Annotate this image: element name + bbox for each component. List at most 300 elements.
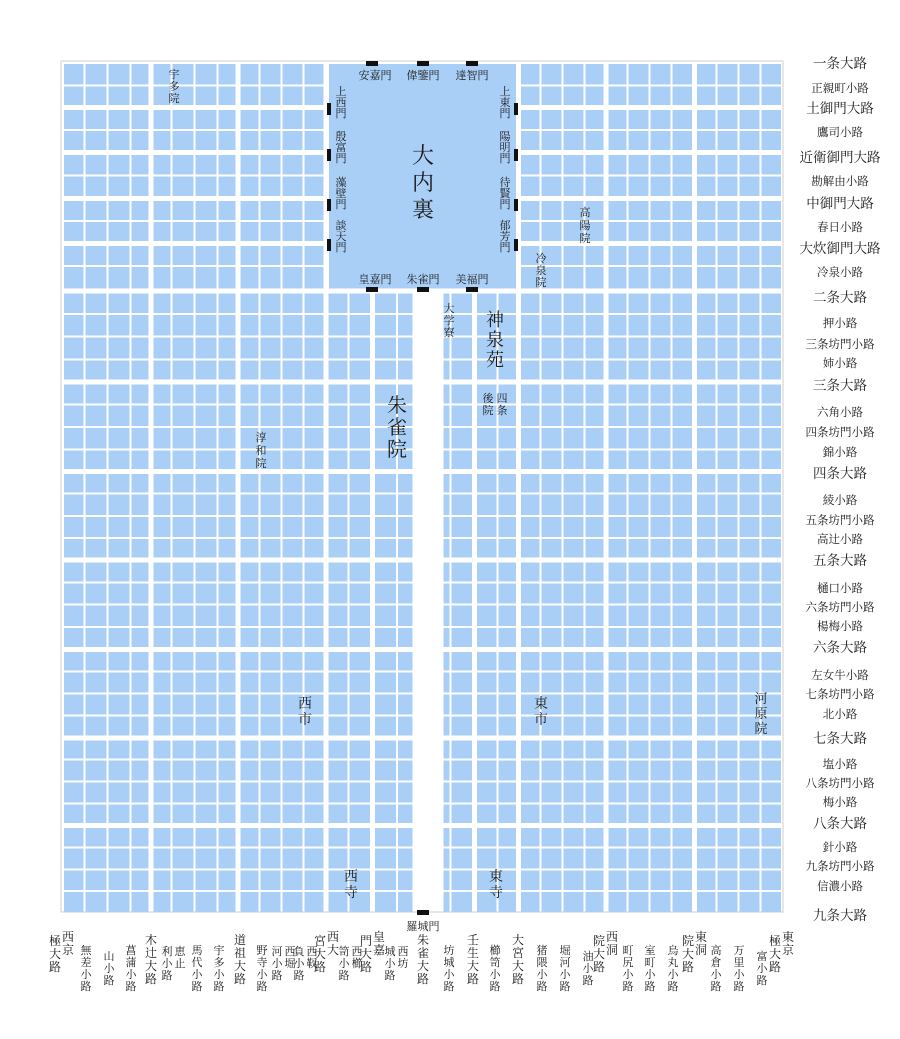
city-block [64, 64, 84, 85]
city-block [740, 428, 760, 449]
city-block [651, 406, 671, 427]
city-block [132, 474, 149, 493]
city-block [173, 267, 194, 289]
city-block [609, 201, 627, 220]
city-block [109, 315, 130, 336]
city-block [651, 783, 671, 803]
city-block [375, 695, 396, 715]
city-block [629, 406, 649, 427]
city-block [521, 451, 540, 470]
city-block [697, 495, 716, 516]
city-block [521, 406, 540, 427]
city-block [283, 406, 303, 427]
ew-road-label: 北小路 [822, 707, 858, 721]
city-block [564, 87, 584, 106]
city-block [154, 177, 171, 197]
city-block [173, 871, 194, 891]
city-block [109, 87, 130, 106]
city-block [64, 871, 84, 891]
city-block [219, 222, 236, 241]
city-block [718, 673, 738, 693]
city-block [697, 451, 716, 470]
city-block [521, 222, 540, 241]
city-block [241, 315, 259, 336]
city-block [132, 584, 149, 604]
city-block [283, 201, 303, 220]
city-block [609, 155, 627, 175]
city-block [542, 871, 562, 891]
gate-label-left: 藻壁門 [335, 176, 347, 211]
city-block [586, 517, 604, 537]
city-block [305, 338, 324, 359]
city-block [718, 267, 738, 289]
city-block [521, 385, 540, 404]
city-block [154, 428, 171, 449]
city-block [132, 110, 149, 129]
city-block [86, 385, 107, 404]
city-block [651, 201, 671, 220]
city-block [86, 246, 107, 265]
city-block [673, 385, 693, 404]
city-block [609, 849, 627, 869]
city-block [350, 563, 371, 582]
city-block [609, 805, 627, 824]
city-block [521, 294, 540, 314]
city-block [241, 64, 259, 85]
city-block [718, 741, 738, 759]
ns-road-label [668, 944, 680, 993]
ns-road-label [385, 945, 409, 982]
city-block [521, 849, 540, 869]
city-block [564, 361, 584, 380]
city-block [329, 628, 348, 647]
city-block [261, 87, 281, 106]
city-block [196, 87, 217, 106]
city-block [542, 628, 562, 647]
city-block [564, 267, 584, 289]
city-block [283, 267, 303, 289]
city-block [697, 267, 716, 289]
city-block [477, 606, 497, 627]
city-block [609, 110, 627, 129]
ew-road-label: 冷泉小路 [817, 265, 863, 279]
city-block [305, 495, 324, 516]
city-block [132, 294, 149, 314]
city-block [398, 563, 413, 582]
city-block [283, 131, 303, 150]
city-block [629, 428, 649, 449]
city-block [241, 361, 259, 380]
city-block [609, 246, 627, 265]
city-block [586, 761, 604, 781]
ew-road-label: 土御門大路 [806, 101, 874, 117]
city-block [132, 267, 149, 289]
city-block [283, 871, 303, 891]
city-block [86, 64, 107, 85]
city-block [173, 717, 194, 736]
city-block [173, 539, 194, 558]
city-block [86, 361, 107, 380]
city-block [452, 606, 473, 627]
city-block [477, 495, 497, 516]
city-block [196, 385, 217, 404]
gate-marker [417, 61, 429, 66]
city-block [173, 361, 194, 380]
city-block [241, 87, 259, 106]
ns-road-label [339, 944, 363, 982]
city-block [219, 805, 236, 824]
city-block [651, 563, 671, 582]
city-block [697, 406, 716, 427]
city-block [444, 673, 450, 693]
city-block [219, 584, 236, 604]
city-block [154, 563, 171, 582]
city-block [283, 222, 303, 241]
city-block [521, 517, 540, 537]
city-block [64, 628, 84, 647]
ew-road-label: 七条坊門小路 [805, 687, 875, 701]
city-block [241, 131, 259, 150]
city-block [154, 338, 171, 359]
city-block [305, 361, 324, 380]
city-block [350, 451, 371, 470]
city-block [609, 338, 627, 359]
city-block [86, 177, 107, 197]
city-block [132, 451, 149, 470]
city-block [219, 871, 236, 891]
city-block [132, 673, 149, 693]
city-block [697, 805, 716, 824]
ew-road-label: 九条大路 [813, 908, 867, 924]
city-block [64, 695, 84, 715]
city-block [154, 131, 171, 150]
city-block [305, 584, 324, 604]
city-block [651, 267, 671, 289]
city-block [718, 783, 738, 803]
city-block [64, 517, 84, 537]
ns-road-col: 高倉小路 [710, 944, 722, 993]
city-block [629, 87, 649, 106]
city-block [350, 805, 371, 824]
city-block [718, 177, 738, 197]
city-block [629, 338, 649, 359]
city-block [629, 673, 649, 693]
city-block [86, 652, 107, 671]
city-block [219, 539, 236, 558]
ns-road-label [145, 932, 157, 986]
city-block [283, 428, 303, 449]
city-block [350, 761, 371, 781]
city-block [350, 385, 371, 404]
city-block [673, 717, 693, 736]
city-block [305, 606, 324, 627]
city-block [154, 361, 171, 380]
city-block [173, 131, 194, 150]
city-block [673, 294, 693, 314]
city-block [109, 695, 130, 715]
ns-road-label [49, 930, 74, 974]
city-block [261, 539, 281, 558]
ns-road-label [490, 943, 502, 993]
city-block [109, 385, 130, 404]
ns-road-col: 菖蒲小路 [125, 944, 137, 993]
city-block [762, 361, 782, 380]
ns-road-col: 櫛笥小路 [489, 944, 501, 993]
city-block [375, 673, 396, 693]
city-block [329, 717, 348, 736]
city-block [697, 563, 716, 582]
city-block [219, 628, 236, 647]
city-block [521, 131, 540, 150]
city-block [64, 338, 84, 359]
city-block [697, 87, 716, 106]
city-block [64, 741, 84, 759]
city-block [173, 451, 194, 470]
city-block [86, 474, 107, 493]
city-block [64, 294, 84, 314]
ew-road-label: 八条坊門小路 [805, 776, 875, 790]
city-block [542, 517, 562, 537]
ns-road-label [711, 943, 723, 993]
city-block [452, 338, 473, 359]
city-block [564, 517, 584, 537]
city-block [305, 246, 324, 265]
city-block [697, 428, 716, 449]
city-block [564, 406, 584, 427]
city-block [350, 849, 371, 869]
city-block [762, 474, 782, 493]
city-block [718, 761, 738, 781]
city-block [305, 849, 324, 869]
city-block [697, 628, 716, 647]
city-block [740, 584, 760, 604]
ns-road-col: 馬代小路 [191, 944, 203, 993]
gate-marker [514, 103, 518, 115]
ew-road-label: 三条坊門小路 [805, 337, 875, 351]
city-block [219, 474, 236, 493]
city-block [477, 717, 497, 736]
city-block [651, 428, 671, 449]
ew-road-label: 春日小路 [817, 220, 863, 234]
city-block [697, 783, 716, 803]
city-block [305, 517, 324, 537]
city-block [196, 741, 217, 759]
city-block [350, 584, 371, 604]
city-block [762, 563, 782, 582]
place-8: 淳和院 [255, 431, 267, 470]
gate-label-bottom: 美福門 [455, 273, 489, 286]
city-block [651, 155, 671, 175]
city-block [196, 64, 217, 85]
city-block [444, 406, 450, 427]
city-block [375, 495, 396, 516]
city-block [762, 673, 782, 693]
city-block [261, 628, 281, 647]
city-block [64, 783, 84, 803]
city-block [261, 761, 281, 781]
city-block [651, 652, 671, 671]
ns-road-col: 城小路 [384, 945, 396, 982]
city-block [609, 315, 627, 336]
city-block [629, 222, 649, 241]
city-block [697, 385, 716, 404]
city-block [762, 428, 782, 449]
place-7-col: 四条 [496, 392, 508, 417]
city-block [86, 761, 107, 781]
city-block [762, 783, 782, 803]
city-block [673, 673, 693, 693]
city-block [154, 828, 171, 847]
city-block [651, 539, 671, 558]
city-block [241, 267, 259, 289]
city-block [718, 155, 738, 175]
city-block [586, 805, 604, 824]
city-block [132, 428, 149, 449]
ns-road-col: 西大 [326, 930, 340, 957]
city-block [241, 495, 259, 516]
ns-road-label [467, 933, 479, 986]
city-block [740, 761, 760, 781]
city-block [132, 606, 149, 627]
city-block [219, 110, 236, 129]
city-block [609, 131, 627, 150]
city-block [305, 155, 324, 175]
city-block [241, 110, 259, 129]
city-block [629, 871, 649, 891]
city-block [542, 385, 562, 404]
city-block [109, 474, 130, 493]
city-block [173, 741, 194, 759]
city-block [86, 428, 107, 449]
city-block [398, 294, 413, 314]
city-block [154, 695, 171, 715]
city-block [564, 563, 584, 582]
city-block [283, 584, 303, 604]
city-block [241, 849, 259, 869]
city-block [452, 406, 473, 427]
city-block [86, 849, 107, 869]
city-block [740, 849, 760, 869]
city-block [154, 155, 171, 175]
city-block [740, 177, 760, 197]
city-block [542, 131, 562, 150]
city-block [564, 474, 584, 493]
city-block [64, 201, 84, 220]
city-block [452, 315, 473, 336]
city-block [697, 361, 716, 380]
city-block [375, 606, 396, 627]
city-block [762, 584, 782, 604]
gate-marker [366, 287, 378, 292]
city-block [586, 539, 604, 558]
city-block [762, 406, 782, 427]
city-block [673, 474, 693, 493]
gate-label-bottom: 皇嘉門 [358, 273, 392, 286]
city-block [740, 361, 760, 380]
city-block [132, 385, 149, 404]
city-block [305, 892, 324, 912]
city-block [241, 892, 259, 912]
ns-road-label [272, 945, 296, 982]
city-block [196, 222, 217, 241]
city-block [305, 87, 324, 106]
city-block [350, 539, 371, 558]
city-block [154, 628, 171, 647]
city-block [261, 892, 281, 912]
city-block [109, 428, 130, 449]
city-block [718, 849, 738, 869]
city-block [444, 741, 450, 759]
city-block [697, 606, 716, 627]
city-block [586, 155, 604, 175]
city-block [697, 849, 716, 869]
city-block [586, 871, 604, 891]
city-block [196, 131, 217, 150]
ns-road-col: 油小路 [582, 950, 594, 987]
ns-road-label [593, 930, 618, 974]
city-block [241, 805, 259, 824]
city-block [564, 177, 584, 197]
city-block [452, 783, 473, 803]
city-block [219, 246, 236, 265]
city-block [398, 673, 413, 693]
city-block [718, 871, 738, 891]
city-block [740, 892, 760, 912]
city-block [350, 783, 371, 803]
city-block [350, 628, 371, 647]
city-block [241, 201, 259, 220]
city-block [762, 805, 782, 824]
city-block [564, 805, 584, 824]
city-block [109, 294, 130, 314]
city-block [564, 761, 584, 781]
city-block [173, 315, 194, 336]
city-block [375, 892, 396, 912]
city-block [132, 495, 149, 516]
city-block [86, 563, 107, 582]
city-block [109, 338, 130, 359]
city-block [697, 110, 716, 129]
city-block [132, 131, 149, 150]
ew-road-label: 高辻小路 [817, 532, 863, 546]
city-block [109, 495, 130, 516]
city-block [86, 155, 107, 175]
city-block [329, 652, 348, 671]
ns-road-col: 東洞 [694, 930, 708, 957]
city-block [241, 828, 259, 847]
city-block [196, 695, 217, 715]
city-block [444, 892, 450, 912]
city-block [283, 246, 303, 265]
city-block [521, 87, 540, 106]
city-block [521, 584, 540, 604]
city-block [173, 474, 194, 493]
city-block [740, 385, 760, 404]
city-block [283, 563, 303, 582]
city-block [154, 584, 171, 604]
city-block [261, 222, 281, 241]
city-block [64, 849, 84, 869]
city-block [154, 741, 171, 759]
city-block [173, 673, 194, 693]
city-block [283, 474, 303, 493]
city-block [673, 177, 693, 197]
city-block [444, 695, 450, 715]
city-block [398, 741, 413, 759]
city-block [444, 628, 450, 647]
city-block [762, 761, 782, 781]
city-block [86, 87, 107, 106]
